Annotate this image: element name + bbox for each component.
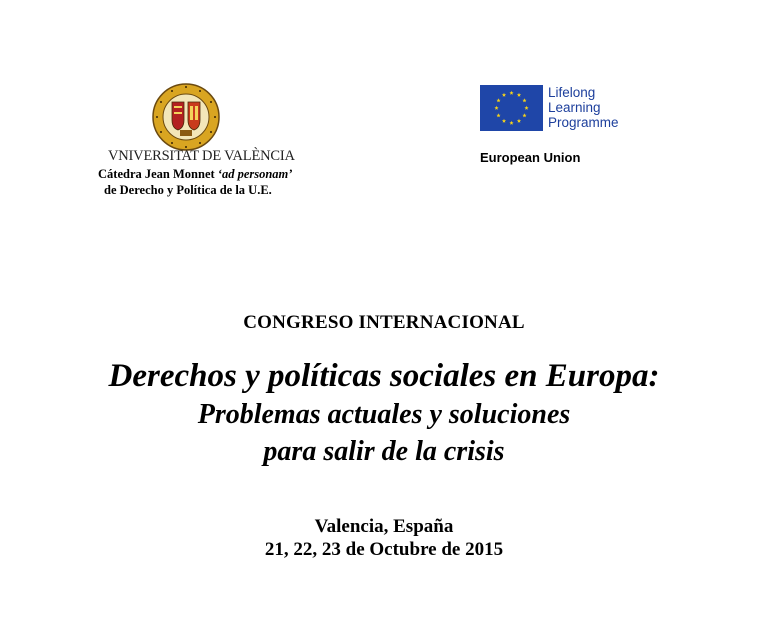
llp-line-2: Learning: [548, 100, 601, 115]
eu-flag-icon: [480, 85, 543, 131]
university-seal-logo: [150, 82, 222, 152]
eu-label: European Union: [480, 150, 581, 165]
event-type: CONGRESO INTERNACIONAL: [243, 312, 525, 333]
chair-title-line1: [98, 167, 292, 182]
chair-title-line2: de Derecho y Política de la U.E.: [104, 183, 272, 197]
event-subtitle-line2: para salir de la crisis: [263, 436, 505, 467]
lifelong-learning-programme-logo: [548, 85, 619, 130]
chair-title-prefix: Cátedra Jean Monnet: [98, 167, 218, 181]
chair-title-italic: ‘ad personam’: [217, 167, 293, 181]
llp-line-3: Programme: [548, 115, 619, 130]
event-title: Derechos y políticas sociales en Europa:: [108, 358, 660, 394]
llp-line-1: Lifelong: [548, 85, 596, 100]
event-dates: 21, 22, 23 de Octubre de 2015: [264, 539, 504, 560]
university-name: VNIVERSITAT DE VALÈNCIA: [108, 148, 295, 164]
event-place: Valencia, España: [314, 516, 454, 537]
event-subtitle-line1: Problemas actuales y soluciones: [197, 399, 571, 430]
